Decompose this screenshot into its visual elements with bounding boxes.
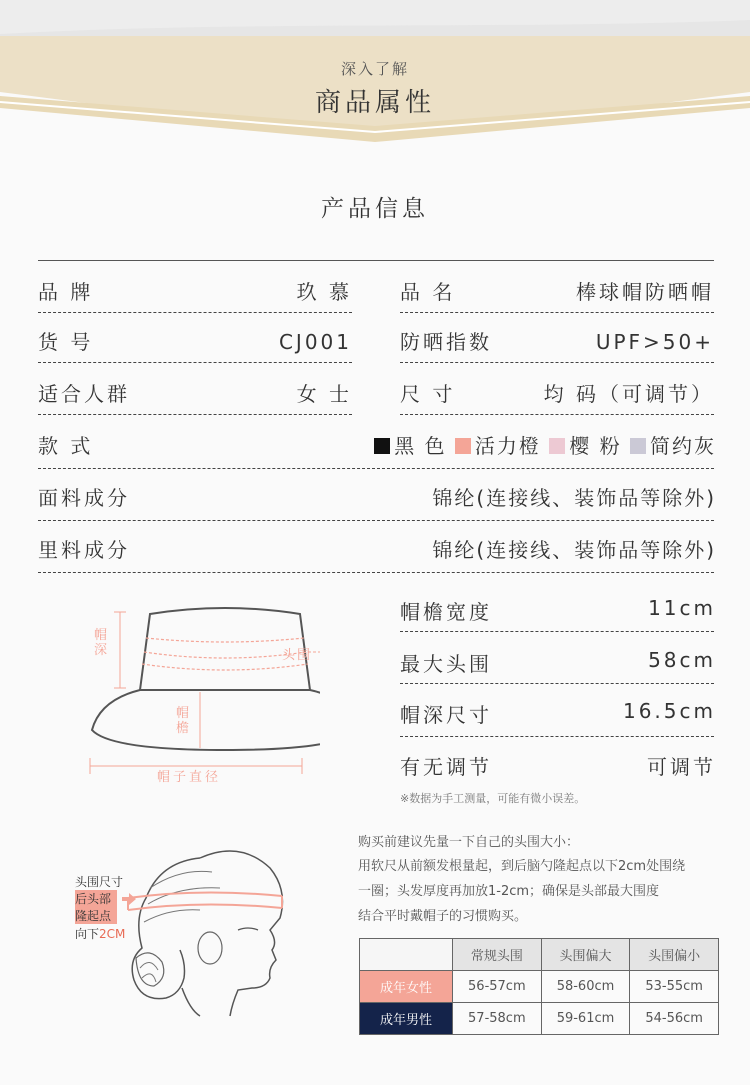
- brim-label: 帽檐: [176, 706, 190, 736]
- table-header: 头围偏小: [630, 939, 719, 971]
- advice-line: 一圈；头发厚度再加放1-2cm；确保是头部最大围度: [358, 884, 660, 899]
- measure-value: 58cm: [648, 648, 716, 672]
- table-cell: 57-58cm: [453, 1003, 542, 1035]
- color-name: 樱 粉: [569, 434, 622, 458]
- color-name: 黑 色: [394, 434, 447, 458]
- color-option: [630, 434, 716, 458]
- table-cell: 58-60cm: [541, 971, 630, 1003]
- color-options: [340, 422, 716, 470]
- lining-value: 锦纶(连接线、装饰品等除外): [432, 538, 716, 562]
- circumference-label: 头围: [282, 648, 313, 663]
- attr-value: UPF>50+: [595, 330, 714, 354]
- measure-value: 11cm: [648, 596, 716, 620]
- divider: [38, 414, 352, 415]
- measure-note: ※数据为手工测量，可能有微小误差。: [400, 792, 586, 805]
- measure-label: 帽深尺寸: [400, 703, 492, 727]
- lining-label: 里料成分: [38, 538, 130, 562]
- attr-value: CJ001: [278, 330, 352, 354]
- size-table: [359, 938, 719, 1035]
- divider: [38, 468, 714, 469]
- header-title: 商品属性: [314, 88, 435, 118]
- table-row: [360, 971, 719, 1003]
- table-row: [360, 1003, 719, 1035]
- attr-value: 女 士: [296, 382, 352, 406]
- table-header: 常规头围: [453, 939, 542, 971]
- divider: [38, 520, 714, 521]
- table-cell: 59-61cm: [541, 1003, 630, 1035]
- table-cell: 56-57cm: [453, 971, 542, 1003]
- measure-value: 可调节: [647, 755, 716, 779]
- color-option: [374, 434, 446, 458]
- table-corner: [360, 939, 453, 971]
- head-label-3: 隆起点: [75, 909, 112, 923]
- divider: [400, 312, 714, 313]
- fabric-value: 锦纶(连接线、装饰品等除外): [432, 486, 716, 510]
- divider: [38, 260, 714, 261]
- divider: [38, 362, 352, 363]
- style-label: 款 式: [38, 434, 94, 458]
- divider: [400, 683, 714, 684]
- attr-label: 品 名: [400, 280, 456, 304]
- fabric-label: 面料成分: [38, 486, 130, 510]
- attr-value: 棒球帽防晒帽: [576, 280, 714, 304]
- divider: [400, 736, 714, 737]
- color-option: [455, 434, 541, 458]
- divider: [400, 362, 714, 363]
- divider: [38, 312, 352, 313]
- attr-value: 玖 慕: [296, 280, 352, 304]
- head-illustration: [120, 838, 290, 1018]
- attr-label: 防晒指数: [400, 330, 492, 354]
- color-swatch: [630, 438, 646, 454]
- color-option: [549, 434, 621, 458]
- head-label-4a: 向下: [75, 927, 100, 941]
- color-name: 简约灰: [650, 434, 716, 458]
- color-swatch: [374, 438, 390, 454]
- attr-label: 货 号: [38, 330, 94, 354]
- head-label-2: 后头部: [75, 892, 112, 906]
- measure-label: 帽檐宽度: [400, 600, 492, 624]
- advice-line: 结合平时戴帽子的习惯购买。: [358, 909, 528, 924]
- attr-label: 品 牌: [38, 280, 94, 304]
- diameter-label: 帽子直径: [157, 770, 222, 785]
- attr-value: 均 码（可调节）: [543, 382, 714, 406]
- color-swatch: [455, 438, 471, 454]
- divider: [38, 572, 714, 573]
- hat-diagram: [80, 600, 320, 790]
- table-header-row: [360, 939, 719, 971]
- row-label: 成年男性: [360, 1003, 453, 1035]
- divider: [400, 414, 714, 415]
- color-name: 活力橙: [474, 434, 541, 458]
- table-header: 头围偏大: [541, 939, 630, 971]
- head-label-4: [75, 925, 125, 942]
- head-label-1: 头围尺寸: [75, 875, 124, 889]
- color-swatch: [549, 438, 565, 454]
- row-label: 成年女性: [360, 971, 453, 1003]
- advice-line: 用软尺从前额发根量起，到后脑勺隆起点以下2cm处围绕: [358, 859, 686, 874]
- advice-line: 购买前建议先量一下自己的头围大小：: [358, 835, 580, 850]
- measure-value: 16.5cm: [622, 699, 716, 723]
- depth-label: 帽深: [94, 628, 108, 658]
- table-cell: 54-56cm: [630, 1003, 719, 1035]
- attr-label: 尺 寸: [400, 382, 456, 406]
- measure-label: 最大头围: [400, 652, 492, 676]
- attr-label: 适合人群: [38, 382, 130, 406]
- divider: [400, 631, 714, 632]
- header-subtitle: 深入了解: [340, 60, 409, 78]
- table-cell: 53-55cm: [630, 971, 719, 1003]
- measure-label: 有无调节: [400, 755, 492, 779]
- arrow-right-icon: [122, 893, 136, 905]
- section-title: 产品信息: [321, 196, 429, 222]
- head-label-4b: 2CM: [99, 927, 126, 941]
